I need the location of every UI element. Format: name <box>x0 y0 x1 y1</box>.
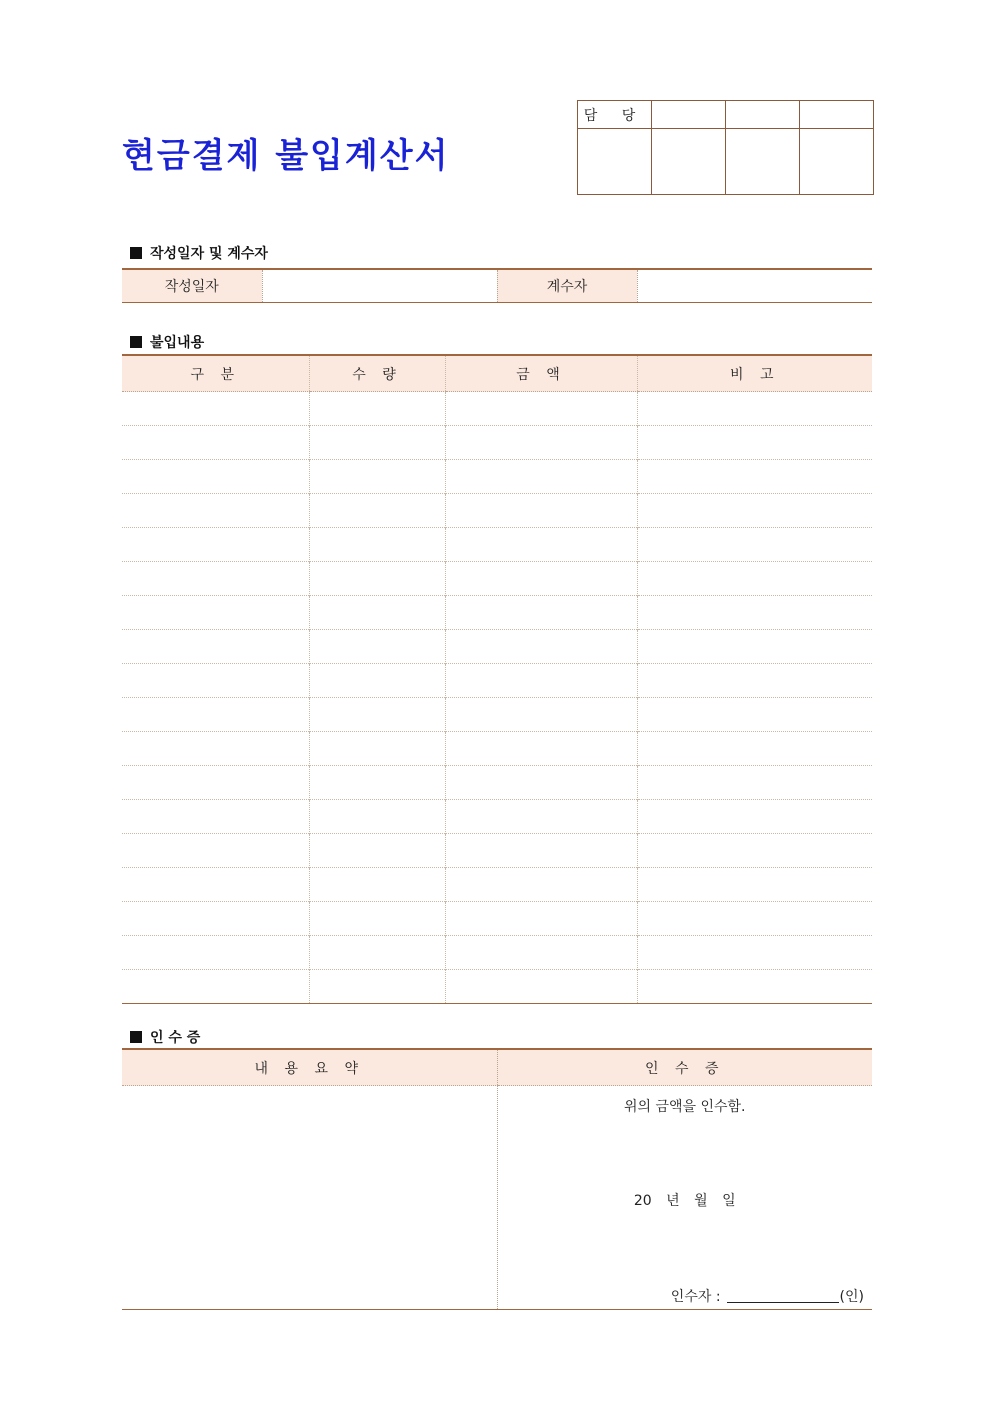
remarks-cell[interactable] <box>637 766 872 800</box>
quantity-cell[interactable] <box>309 732 445 766</box>
amount-cell[interactable] <box>445 426 637 460</box>
approval-sign-cell[interactable] <box>800 129 874 195</box>
quantity-cell[interactable] <box>309 834 445 868</box>
category-cell[interactable] <box>122 596 309 630</box>
amount-cell[interactable] <box>445 494 637 528</box>
seal-mark: (인) <box>839 1289 864 1305</box>
receipt-table <box>122 1048 872 1310</box>
category-cell[interactable] <box>122 664 309 698</box>
table-row <box>122 460 872 494</box>
remarks-cell[interactable] <box>637 800 872 834</box>
approval-table <box>577 100 874 195</box>
remarks-cell[interactable] <box>637 528 872 562</box>
category-cell[interactable] <box>122 698 309 732</box>
table-row <box>122 902 872 936</box>
remarks-cell[interactable] <box>637 630 872 664</box>
category-cell[interactable] <box>122 834 309 868</box>
amount-cell[interactable] <box>445 732 637 766</box>
remarks-cell[interactable] <box>637 732 872 766</box>
amount-cell[interactable] <box>445 834 637 868</box>
items-table <box>122 354 872 1004</box>
amount-cell[interactable] <box>445 392 637 426</box>
section-items-title: 불입내용 <box>130 332 204 352</box>
category-cell[interactable] <box>122 460 309 494</box>
amount-cell[interactable] <box>445 698 637 732</box>
category-cell[interactable] <box>122 494 309 528</box>
remarks-cell[interactable] <box>637 902 872 936</box>
section-receipt-title: 인 수 증 <box>130 1027 200 1047</box>
category-cell[interactable] <box>122 426 309 460</box>
table-row <box>122 494 872 528</box>
amount-cell[interactable] <box>445 630 637 664</box>
remarks-cell[interactable] <box>637 834 872 868</box>
remarks-cell[interactable] <box>637 868 872 902</box>
approval-header-cell[interactable] <box>800 101 874 129</box>
amount-cell[interactable] <box>445 562 637 596</box>
remarks-cell[interactable] <box>637 562 872 596</box>
table-row <box>122 732 872 766</box>
table-row <box>122 834 872 868</box>
header-category: 구 분 <box>122 355 309 392</box>
date-field[interactable] <box>262 269 497 303</box>
header-receipt: 인 수 증 <box>497 1049 872 1086</box>
quantity-cell[interactable] <box>309 902 445 936</box>
approval-sign-cell[interactable] <box>652 129 726 195</box>
amount-cell[interactable] <box>445 596 637 630</box>
quantity-cell[interactable] <box>309 494 445 528</box>
header-quantity: 수 량 <box>309 355 445 392</box>
quantity-cell[interactable] <box>309 698 445 732</box>
quantity-cell[interactable] <box>309 664 445 698</box>
category-cell[interactable] <box>122 766 309 800</box>
approval-sign-cell[interactable] <box>578 129 652 195</box>
table-row <box>122 698 872 732</box>
category-cell[interactable] <box>122 562 309 596</box>
amount-cell[interactable] <box>445 460 637 494</box>
remarks-cell[interactable] <box>637 596 872 630</box>
remarks-cell[interactable] <box>637 936 872 970</box>
remarks-cell[interactable] <box>637 664 872 698</box>
items-body <box>122 392 872 1004</box>
amount-cell[interactable] <box>445 970 637 1004</box>
quantity-cell[interactable] <box>309 460 445 494</box>
amount-cell[interactable] <box>445 868 637 902</box>
quantity-cell[interactable] <box>309 426 445 460</box>
remarks-cell[interactable] <box>637 970 872 1004</box>
header-remarks: 비 고 <box>637 355 872 392</box>
table-row <box>122 766 872 800</box>
receipt-statement: 위의 금액을 인수함. <box>623 1099 746 1115</box>
table-row <box>122 596 872 630</box>
table-row <box>122 936 872 970</box>
approval-label: 담 당 <box>578 101 652 129</box>
table-row <box>122 868 872 902</box>
category-cell[interactable] <box>122 732 309 766</box>
quantity-cell[interactable] <box>309 392 445 426</box>
category-cell[interactable] <box>122 868 309 902</box>
receiver-signature <box>671 1286 864 1306</box>
amount-cell[interactable] <box>445 528 637 562</box>
square-bullet-icon <box>130 247 142 259</box>
quantity-cell[interactable] <box>309 596 445 630</box>
category-cell[interactable] <box>122 392 309 426</box>
summary-field[interactable] <box>122 1086 497 1310</box>
table-row <box>122 392 872 426</box>
quantity-cell[interactable] <box>309 868 445 902</box>
table-row <box>122 970 872 1004</box>
table-row <box>122 800 872 834</box>
category-cell[interactable] <box>122 902 309 936</box>
remarks-cell[interactable] <box>637 698 872 732</box>
quantity-cell[interactable] <box>309 800 445 834</box>
receipt-date-line[interactable]: 20 년 월 일 <box>633 1193 736 1209</box>
header-amount: 금 액 <box>445 355 637 392</box>
counter-label: 계수자 <box>497 269 637 303</box>
quantity-cell[interactable] <box>309 970 445 1004</box>
approval-header-cell[interactable] <box>652 101 726 129</box>
approval-sign-cell[interactable] <box>726 129 800 195</box>
quantity-cell[interactable] <box>309 936 445 970</box>
amount-cell[interactable] <box>445 664 637 698</box>
category-cell[interactable] <box>122 970 309 1004</box>
amount-cell[interactable] <box>445 766 637 800</box>
approval-header-cell[interactable] <box>726 101 800 129</box>
quantity-cell[interactable] <box>309 528 445 562</box>
table-row <box>122 664 872 698</box>
writer-table <box>122 268 872 303</box>
section-writer-title: 작성일자 및 계수자 <box>130 243 268 263</box>
receiver-label: 인수자 : <box>670 1289 721 1305</box>
header-summary: 내 용 요 약 <box>122 1049 497 1086</box>
remarks-cell[interactable] <box>637 494 872 528</box>
counter-field[interactable] <box>637 269 872 303</box>
amount-cell[interactable] <box>445 800 637 834</box>
table-row <box>122 630 872 664</box>
quantity-cell[interactable] <box>309 766 445 800</box>
category-cell[interactable] <box>122 630 309 664</box>
category-cell[interactable] <box>122 800 309 834</box>
receipt-cell <box>497 1086 872 1310</box>
category-cell[interactable] <box>122 936 309 970</box>
date-label: 작성일자 <box>122 269 262 303</box>
category-cell[interactable] <box>122 528 309 562</box>
table-row <box>122 528 872 562</box>
amount-cell[interactable] <box>445 936 637 970</box>
square-bullet-icon <box>130 336 142 348</box>
table-row <box>122 562 872 596</box>
quantity-cell[interactable] <box>309 562 445 596</box>
remarks-cell[interactable] <box>637 426 872 460</box>
document-title: 현금결제 불입계산서 <box>122 136 450 176</box>
table-row <box>122 426 872 460</box>
remarks-cell[interactable] <box>637 392 872 426</box>
square-bullet-icon <box>130 1031 142 1043</box>
quantity-cell[interactable] <box>309 630 445 664</box>
amount-cell[interactable] <box>445 902 637 936</box>
remarks-cell[interactable] <box>637 460 872 494</box>
receiver-name-field[interactable] <box>727 1288 839 1303</box>
